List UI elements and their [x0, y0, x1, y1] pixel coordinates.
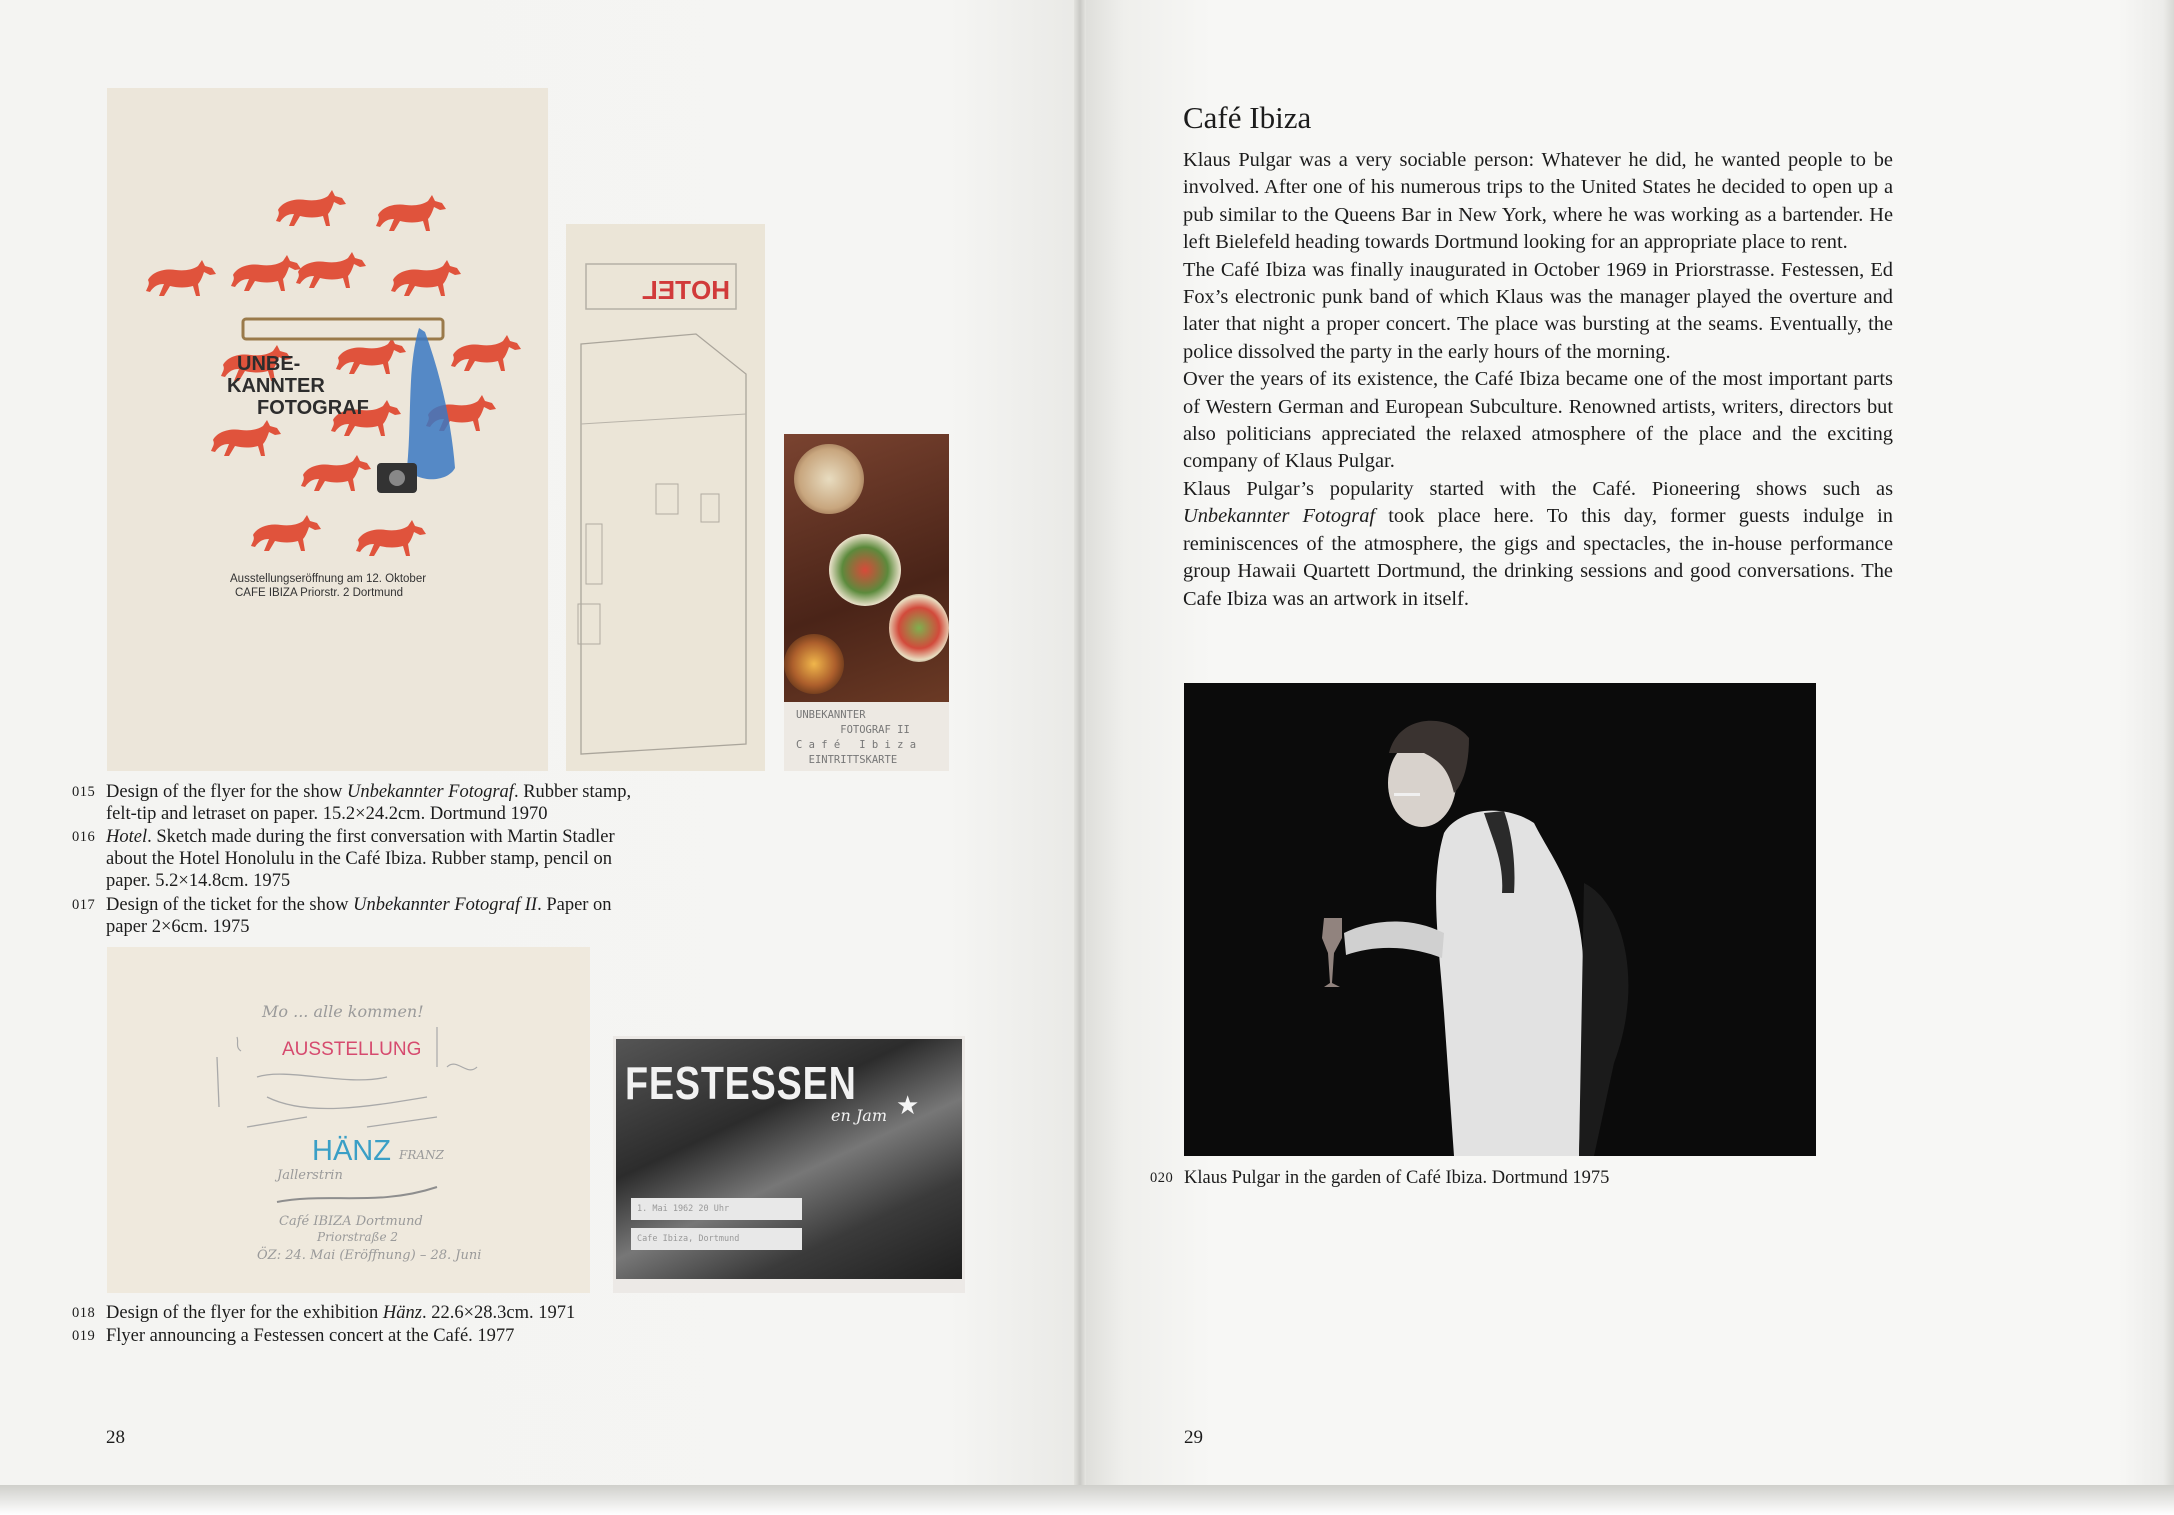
caption-020	[1150, 1167, 1610, 1189]
caption-number: 015	[72, 784, 96, 800]
food-bowl-3	[889, 594, 949, 662]
caption-line: Hotel. Sketch made during the first conversation with Martin Stadler	[106, 827, 615, 847]
festessen-field-2: Cafe Ibiza, Dortmund	[631, 1228, 802, 1250]
ticket-line-2: FOTOGRAF II	[796, 724, 910, 736]
caption-line: felt-tip and letraset on paper. 15.2×24.2cm. Dortmund 1970	[106, 804, 548, 824]
ticket-line-3: C a f é I b i z a	[796, 739, 917, 751]
page-number-right: 29	[1184, 1427, 1203, 1448]
caption-number: 019	[72, 1328, 96, 1344]
festessen-subtitle: en Jam	[831, 1106, 887, 1125]
caption-line: Klaus Pulgar in the garden of Café Ibiza. Dortmund 1975	[1184, 1168, 1610, 1188]
caption-line: Design of the ticket for the show Unbekannter Fotograf II. Paper on	[106, 895, 612, 915]
ticket-text	[796, 708, 916, 768]
caption-number: 018	[72, 1305, 96, 1321]
haenz-line-7: Priorstraße 2	[317, 1230, 399, 1244]
hotel-sketch-graphic	[566, 224, 765, 771]
caption-019	[72, 1325, 515, 1347]
page-title: Café Ibiza	[1183, 100, 1312, 135]
article-paragraph-4: Klaus Pulgar’s popularity started with the Café. Pioneering shows such as Unbekannter Fotograf took place here. To this day, former guests indulge in reminiscences of the atmosphere, the gigs and spectacles, the in-house performance group Hawaii Quartett Dortmund, the drinking sessions and good conversations. The Cafe Ibiza was an artwork in itself.	[1183, 477, 1893, 610]
food-bowl-1	[794, 444, 864, 514]
festessen-field-1: 1. Mai 1962 20 Uhr	[631, 1198, 802, 1220]
flyer-heading-line3: FOTOGRAF	[257, 397, 369, 419]
festessen-title: FESTESSEN	[625, 1057, 857, 1109]
haenz-flyer-image	[107, 947, 590, 1293]
caption-017	[72, 894, 612, 938]
caption-number: 016	[72, 829, 96, 845]
caption-line: about the Hotel Honolulu in the Café Ibiza. Rubber stamp, pencil on	[106, 849, 613, 869]
caption-line: paper 2×6cm. 1975	[106, 917, 250, 937]
haenz-line-1: Mo ... alle kommen!	[262, 1002, 424, 1021]
horse-flyer-graphic	[107, 88, 548, 771]
haenz-line-4: FRANZ	[399, 1148, 444, 1162]
page-number-left: 28	[106, 1427, 125, 1448]
flyer-event-line1: Ausstellungseröffnung am 12. Oktober	[230, 573, 427, 585]
haenz-flyer-graphic	[107, 947, 590, 1293]
food-bowl-2	[829, 534, 901, 606]
flyer-heading-line1: UNBE-	[237, 353, 301, 375]
food-bowl-4	[784, 634, 844, 694]
flyer-heading-line2: KANNTER	[227, 375, 325, 397]
caption-line: Design of the flyer for the exhibition Hänz. 22.6×28.3cm. 1971	[106, 1303, 576, 1323]
article-paragraph-1: Klaus Pulgar was a very sociable person: Whatever he did, he wanted people to be involved. After one of his numerous trips to the United States he decided to open up a pub similar to the Queens Bar in New York, where he was working as a bartender. He left Bielefeld heading towards Dortmund looking for an appropriate place to rent.	[1183, 149, 1893, 254]
book-gutter	[1074, 0, 1086, 1485]
garden-photo	[1184, 683, 1816, 1156]
flyer-event-line2: CAFE IBIZA Priorstr. 2 Dortmund	[235, 587, 404, 599]
caption-number: 017	[72, 897, 96, 913]
caption-line: Flyer announcing a Festessen concert at the Café. 1977	[106, 1326, 515, 1346]
article-paragraph-2: The Café Ibiza was finally inaugurated in October 1969 in Priorstrasse. Festessen, Ed Fox’s electronic punk band of which Klaus was the manager played the overture and later that night a proper concert. The place was bursting at the seams. Eventually, the police dissolved the party in the early hours of the morning.	[1183, 258, 1893, 363]
haenz-line-6: Café IBIZA Dortmund	[279, 1214, 423, 1229]
haenz-line-2: AUSSTELLUNG	[282, 1039, 422, 1060]
ticket-line-1: UNBEKANNTER	[796, 709, 866, 721]
festessen-flyer-image	[613, 1036, 965, 1293]
book-shadow	[0, 1485, 2174, 1515]
ticket-photo	[784, 434, 949, 702]
hotel-sketch-image	[566, 224, 765, 771]
caption-line: Design of the flyer for the show Unbekannter Fotograf. Rubber stamp,	[106, 782, 632, 802]
caption-016	[72, 826, 615, 892]
ticket-line-4: EINTRITTSKARTE	[796, 754, 898, 766]
haenz-line-8: ÖZ: 24. Mai (Eröffnung) – 28. Juni	[257, 1248, 482, 1263]
caption-015	[72, 781, 632, 825]
haenz-line-5: Jallerstrin	[277, 1168, 343, 1183]
hotel-sign-text: HOTEL	[641, 275, 730, 305]
haenz-line-3: HÄNZ	[312, 1135, 391, 1167]
article-body	[1183, 147, 1893, 613]
caption-number: 020	[1150, 1170, 1174, 1186]
ticket-image	[784, 434, 949, 771]
festessen-star: ★	[896, 1091, 920, 1120]
horse-flyer-image	[107, 88, 548, 771]
caption-018	[72, 1302, 576, 1324]
article-paragraph-3: Over the years of its existence, the Café Ibiza became one of the most important parts of Western German and European Subculture. Renowned artists, writers, directors but also politicians appreciated the relaxed atmosphere of the place and the exciting company of Klaus Pulgar.	[1183, 368, 1893, 473]
caption-line: paper. 5.2×14.8cm. 1975	[106, 871, 291, 891]
garden-photo-graphic	[1184, 683, 1816, 1156]
